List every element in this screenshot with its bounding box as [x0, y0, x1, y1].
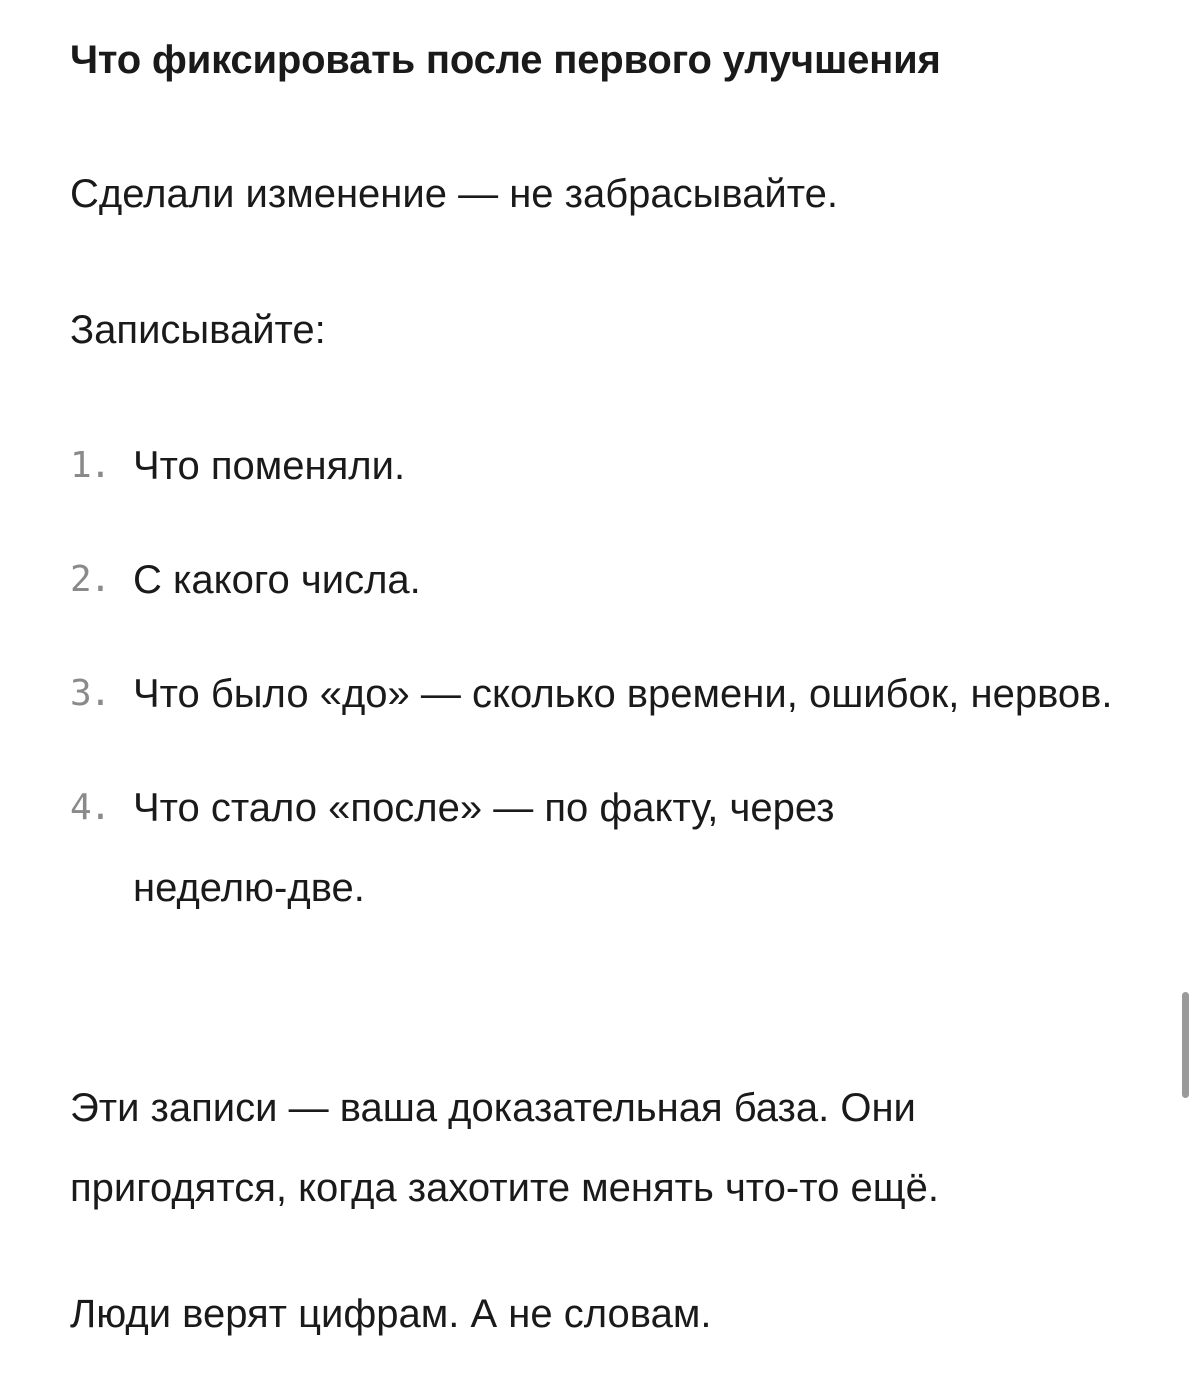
list-item — [70, 768, 983, 928]
scrollbar-thumb[interactable] — [1182, 992, 1189, 1098]
list-item-text: Что поменяли. — [133, 444, 406, 488]
conclusion-paragraph — [70, 1068, 939, 1228]
list-item-number: 2. — [70, 559, 110, 600]
list-item-number: 3. — [70, 673, 110, 714]
conclusion-line-2: пригодятся, когда захотите менять что-то ещё. — [70, 1166, 939, 1210]
lead-paragraph: Записывайте: — [70, 308, 326, 352]
list-item — [70, 426, 1143, 506]
list-item-text: Что стало «после» — по факту, через неделю-две. — [133, 786, 835, 910]
list-item-number: 4. — [70, 787, 110, 828]
closing-paragraph: Люди верят цифрам. А не словам. — [70, 1292, 712, 1336]
conclusion-line-1: Эти записи — ваша доказательная база. Они — [70, 1086, 916, 1130]
numbered-list — [70, 426, 1143, 962]
list-item-text: С какого числа. — [133, 558, 421, 602]
list-item — [70, 540, 1143, 620]
article-heading: Что фиксировать после первого улучшения — [70, 38, 941, 82]
list-item-number: 1. — [70, 445, 110, 486]
intro-paragraph: Сделали изменение — не забрасывайте. — [70, 172, 839, 216]
list-item-text: Что было «до» — сколько времени, ошибок, нервов. — [133, 672, 1113, 716]
list-item — [70, 654, 1133, 734]
